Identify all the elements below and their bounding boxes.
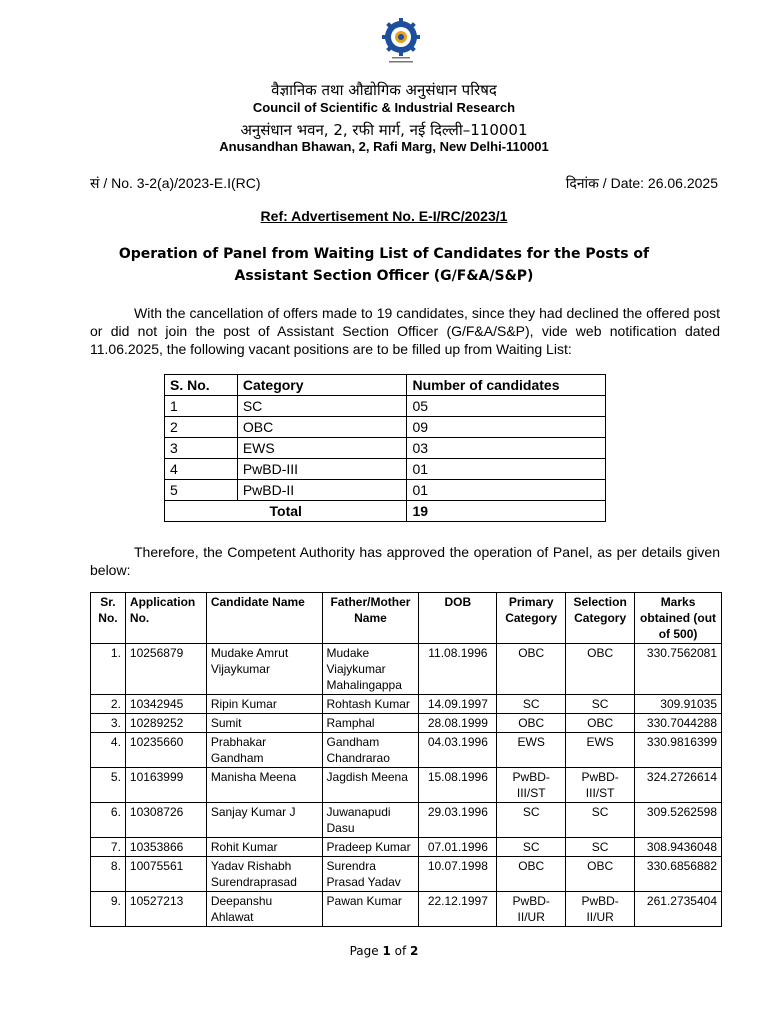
header-dob: DOB	[419, 593, 497, 644]
table-row	[91, 644, 722, 695]
total-row	[165, 501, 606, 522]
cell: 22.12.1997	[419, 892, 497, 927]
cell: 10353866	[125, 838, 206, 857]
cell: Rohit Kumar	[206, 838, 322, 857]
cell: OBC	[566, 857, 635, 892]
header-sr-no: Sr. No.	[91, 593, 126, 644]
cell: Ramphal	[322, 714, 419, 733]
approval-paragraph: Therefore, the Competent Authority has approved the operation of Panel, as per details given below:	[90, 544, 720, 578]
address-english: Anusandhan Bhawan, 2, Rafi Marg, New Delhi-110001	[219, 139, 549, 154]
cell: 10.07.1998	[419, 857, 497, 892]
cell: Manisha Meena	[206, 768, 322, 803]
cell: 2	[165, 417, 238, 438]
cell: Rohtash Kumar	[322, 695, 419, 714]
cell: 10163999	[125, 768, 206, 803]
cell: 4	[165, 459, 238, 480]
cell: EWS	[497, 733, 566, 768]
cell: Jagdish Meena	[322, 768, 419, 803]
cell: 11.08.1996	[419, 644, 497, 695]
page-label: Page	[349, 944, 383, 958]
csir-logo	[380, 18, 422, 66]
cell: Sanjay Kumar J	[206, 803, 322, 838]
document-date: दिनांक / Date: 26.06.2025	[565, 175, 718, 191]
cell: 8.	[91, 857, 126, 892]
cell: SC	[566, 838, 635, 857]
cell: Mudake Amrut Vijaykumar	[206, 644, 322, 695]
cell: SC	[566, 803, 635, 838]
cell: PwBD-II/UR	[497, 892, 566, 927]
cell: 10527213	[125, 892, 206, 927]
intro-paragraph: With the cancellation of offers made to 19 candidates, since they had declined the offered post or did not join the post of Assistant Section Officer (G/F&A/S&P), vide web notification dated 11.06.2025, the following vacant positions are to be filled up from Waiting List:	[90, 305, 720, 357]
table-row	[91, 857, 722, 892]
total-label: Total	[165, 501, 407, 522]
cell: 9.	[91, 892, 126, 927]
cell: Gandham Chandrarao	[322, 733, 419, 768]
cell: SC	[566, 695, 635, 714]
cell: PwBD-III/ST	[566, 768, 635, 803]
cell: OBC	[497, 714, 566, 733]
cell: 309.91035	[635, 695, 722, 714]
header-marks: Marks obtained (out of 500)	[635, 593, 722, 644]
cell: 28.08.1999	[419, 714, 497, 733]
table-header-row	[91, 593, 722, 644]
cell: 5.	[91, 768, 126, 803]
cell: 324.2726614	[635, 768, 722, 803]
cell: Sumit	[206, 714, 322, 733]
cell: Yadav Rishabh Surendraprasad	[206, 857, 322, 892]
cell: 330.6856882	[635, 857, 722, 892]
table-row	[91, 768, 722, 803]
table-row	[91, 695, 722, 714]
cell: EWS	[566, 733, 635, 768]
cell: 330.7562081	[635, 644, 722, 695]
vacancy-summary-table	[164, 374, 606, 522]
cell: OBC	[566, 644, 635, 695]
cell: 07.01.1996	[419, 838, 497, 857]
notice-title-line1: Operation of Panel from Waiting List of Candidates for the Posts of	[118, 246, 650, 262]
cell: OBC	[237, 417, 407, 438]
cell: 29.03.1996	[419, 803, 497, 838]
cell: 309.5262598	[635, 803, 722, 838]
cell: SC	[497, 803, 566, 838]
cell: 10289252	[125, 714, 206, 733]
cell: Ripin Kumar	[206, 695, 322, 714]
org-name-english: Council of Scientific & Industrial Research	[252, 100, 516, 115]
header-parent-name: Father/Mother Name	[322, 593, 419, 644]
cell: 308.9436048	[635, 838, 722, 857]
reference-number: सं / No. 3-2(a)/2023-E.I(RC)	[90, 175, 261, 191]
header-candidate-name: Candidate Name	[206, 593, 322, 644]
cell: 01	[407, 459, 606, 480]
cell: Mudake Viajykumar Mahalingappa	[322, 644, 419, 695]
candidate-panel-table	[90, 592, 722, 927]
cell: 09	[407, 417, 606, 438]
cell: 5	[165, 480, 238, 501]
cell: 01	[407, 480, 606, 501]
cell: Pradeep Kumar	[322, 838, 419, 857]
total-pages: 2	[410, 944, 419, 958]
address-hindi: अनुसंधान भवन, 2, रफी मार्ग, नई दिल्ली–110001	[240, 121, 528, 139]
cell: 10075561	[125, 857, 206, 892]
cell: Pawan Kumar	[322, 892, 419, 927]
cell: 14.09.1997	[419, 695, 497, 714]
cell: 3	[165, 438, 238, 459]
cell: 05	[407, 396, 606, 417]
table-row	[91, 892, 722, 927]
cell: 04.03.1996	[419, 733, 497, 768]
cell: SC	[497, 838, 566, 857]
page-of-label: of	[390, 944, 411, 958]
cell: Prabhakar Gandham	[206, 733, 322, 768]
advertisement-reference: Ref: Advertisement No. E-I/RC/2023/1	[260, 208, 508, 224]
total-value: 19	[407, 501, 606, 522]
cell: OBC	[566, 714, 635, 733]
cell: 1	[165, 396, 238, 417]
cell: SC	[237, 396, 407, 417]
table-row	[91, 838, 722, 857]
header-selection-category: Selection Category	[566, 593, 635, 644]
cell: OBC	[497, 644, 566, 695]
header-primary-category: Primary Category	[497, 593, 566, 644]
table-header-row	[165, 375, 606, 396]
cell: 15.08.1996	[419, 768, 497, 803]
table-row	[91, 733, 722, 768]
cell: OBC	[497, 857, 566, 892]
header-count: Number of candidates	[407, 375, 606, 396]
cell: Juwanapudi Dasu	[322, 803, 419, 838]
cell: EWS	[237, 438, 407, 459]
cell: 330.7044288	[635, 714, 722, 733]
cell: PwBD-II	[237, 480, 407, 501]
cell: 4.	[91, 733, 126, 768]
cell: 6.	[91, 803, 126, 838]
notice-title-line2: Assistant Section Officer (G/F&A/S&P)	[234, 268, 534, 284]
org-name-hindi: वैज्ञानिक तथा औद्योगिक अनुसंधान परिषद	[271, 81, 497, 99]
cell: Surendra Prasad Yadav	[322, 857, 419, 892]
cell: 10308726	[125, 803, 206, 838]
cell: PwBD-III/ST	[497, 768, 566, 803]
cell: SC	[497, 695, 566, 714]
cell: 7.	[91, 838, 126, 857]
cell: 3.	[91, 714, 126, 733]
page-footer	[0, 944, 768, 958]
table-row	[165, 396, 606, 417]
cell: Deepanshu Ahlawat	[206, 892, 322, 927]
header-application-no: Application No.	[125, 593, 206, 644]
cell: PwBD-II/UR	[566, 892, 635, 927]
cell: 10342945	[125, 695, 206, 714]
header-category: Category	[237, 375, 407, 396]
cell: PwBD-III	[237, 459, 407, 480]
current-page: 1	[382, 944, 391, 958]
cell: 10256879	[125, 644, 206, 695]
cell: 261.2735404	[635, 892, 722, 927]
cell: 03	[407, 438, 606, 459]
cell: 10235660	[125, 733, 206, 768]
table-row	[91, 714, 722, 733]
header-sno: S. No.	[165, 375, 238, 396]
cell: 2.	[91, 695, 126, 714]
table-row	[91, 803, 722, 838]
cell: 330.9816399	[635, 733, 722, 768]
table-row	[165, 417, 606, 438]
table-row	[165, 480, 606, 501]
table-row	[165, 459, 606, 480]
table-row	[165, 438, 606, 459]
cell: 1.	[91, 644, 126, 695]
